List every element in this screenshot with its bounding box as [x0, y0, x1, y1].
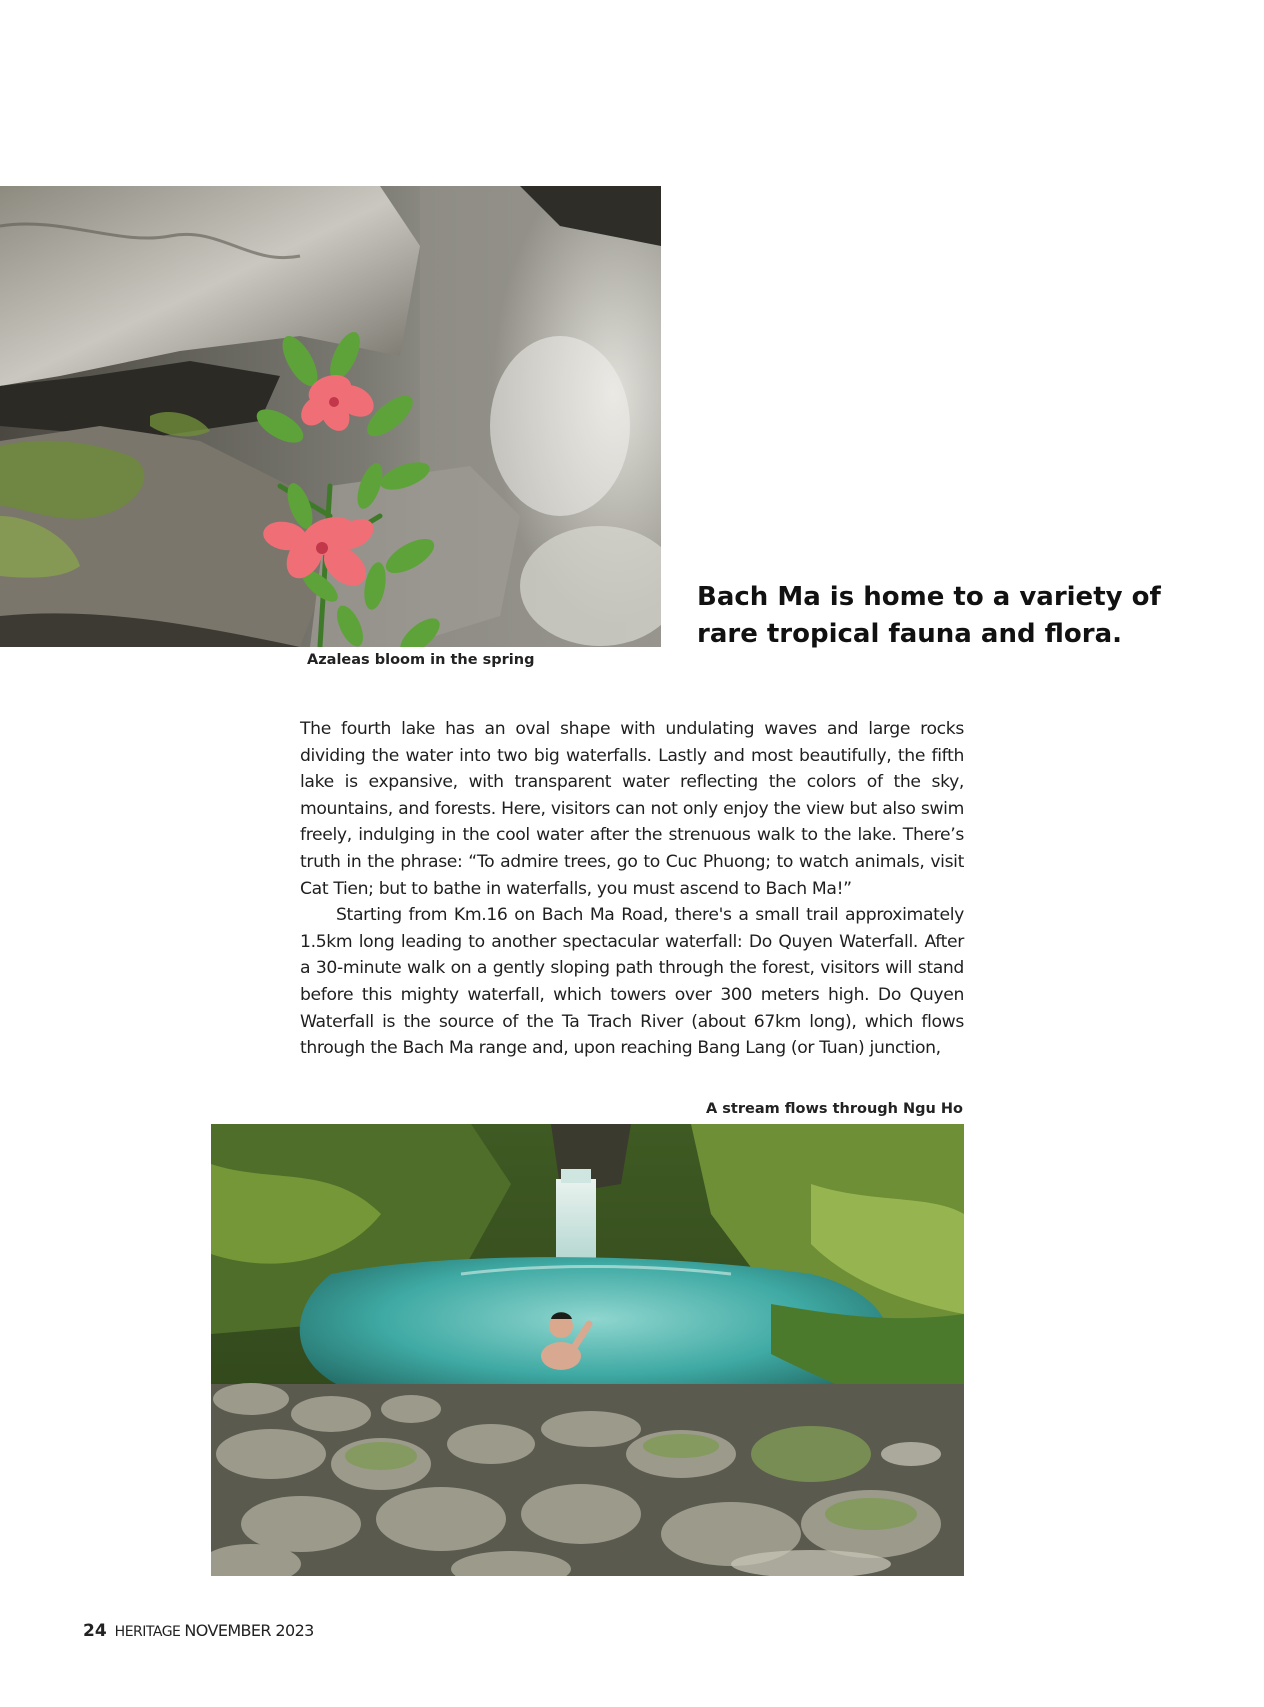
issue-date: NOVEMBER 2023 [184, 1621, 314, 1640]
pull-quote: Bach Ma is home to a variety of rare tropical fauna and flora. [697, 582, 1161, 649]
stream-photo [211, 1124, 964, 1576]
azalea-caption: Azaleas bloom in the spring [307, 652, 535, 668]
stream-image [211, 1124, 964, 1576]
article-body [300, 716, 964, 1062]
article-paragraph: The fourth lake has an oval shape with undulating waves and large rocks dividing the water into two big waterfalls. Lastly and most beautifully, the fifth lake is expansive, with transparent water reflecting the colors of the sky, mountains, and forests. Here, visitors can not only enjoy the view but also swim freely, indulging in the cool water after the strenuous walk to the lake. There’s truth in the phrase: “To admire trees, go to Cuc Phuong; to watch animals, visit Cat Tien; but to bathe in waterfalls, you must ascend to Bach Ma!” [300, 719, 964, 899]
azalea-photo [0, 186, 661, 647]
page-footer [83, 1621, 314, 1641]
stream-caption: A stream flows through Ngu Ho [706, 1101, 963, 1117]
page-number: 24 [83, 1621, 107, 1641]
article-paragraph: Starting from Km.16 on Bach Ma Road, there's a small trail approximately 1.5km long leading to another spectacular waterfall: Do Quyen Waterfall. After a 30-minute walk on a gently sloping path through the forest, visitors will stand before this mighty waterfall, which towers over 300 meters high. Do Quyen Waterfall is the source of the Ta Trach River (about 67km long), which flows through the Bach Ma range and, upon reaching Bang Lang (or Tuan) junction, [300, 905, 964, 1059]
azalea-image [0, 186, 661, 647]
publication-name: HERITAGE [114, 1624, 181, 1640]
